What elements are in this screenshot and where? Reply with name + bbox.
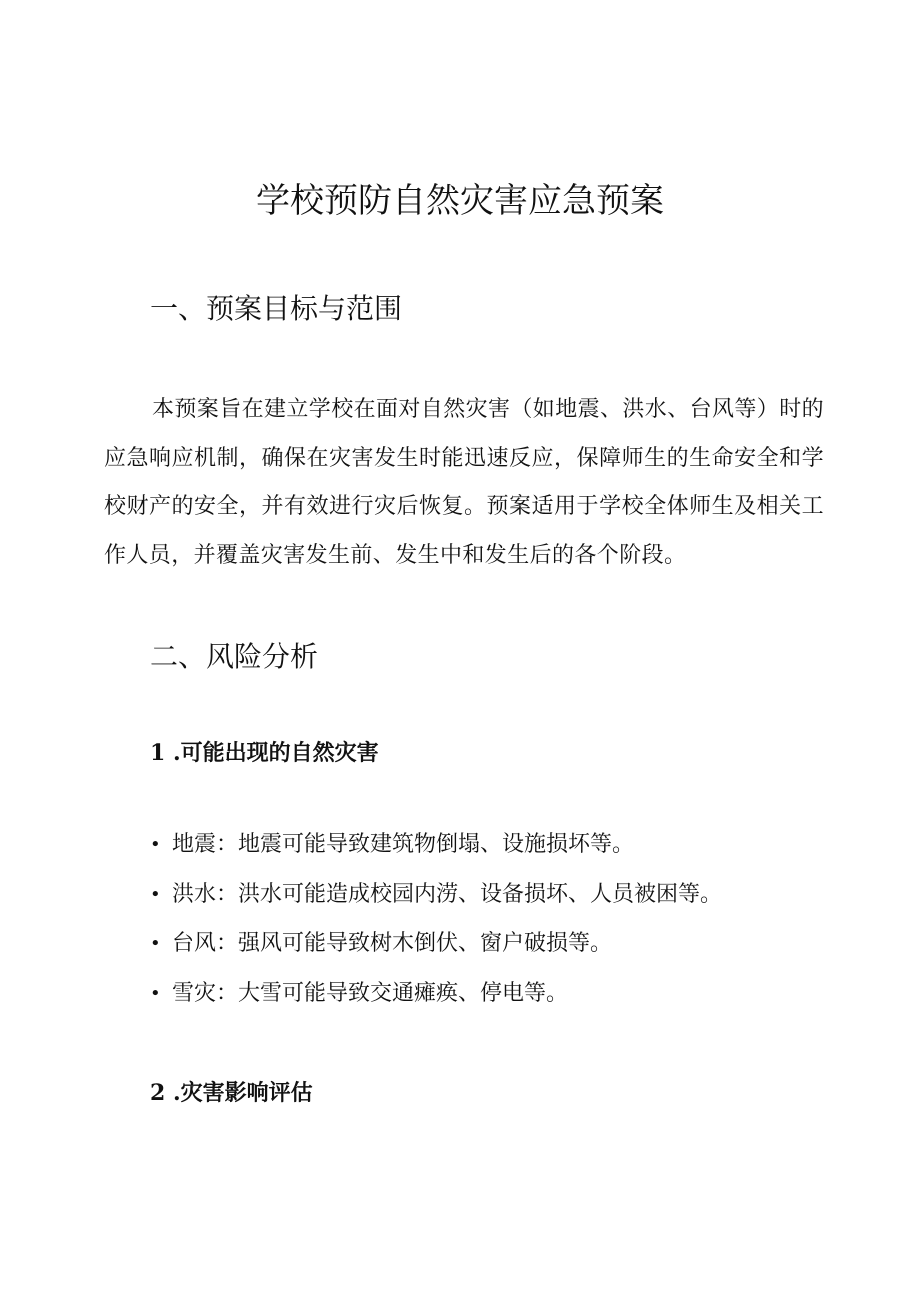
list-item xyxy=(150,830,722,880)
bullet-icon: • xyxy=(150,834,161,855)
list-item-text: 洪水：洪水可能造成校园内涝、设备损坏、人员被困等。 xyxy=(172,881,723,907)
subheading-impact-assessment: 2 .灾害影响评估 xyxy=(150,1080,313,1106)
bullet-icon: • xyxy=(150,933,161,954)
list-item xyxy=(150,880,722,930)
list-item xyxy=(150,979,722,1029)
section-heading-risk-analysis: 二、风险分析 xyxy=(150,640,319,673)
subheading-possible-disasters: 1 .可能出现的自然灾害 xyxy=(150,740,379,766)
disaster-list xyxy=(150,830,722,1028)
section1-paragraph: 本预案旨在建立学校在面对自然灾害（如地震、洪水、台风等）时的应急响应机制，确保在灾害发生时能迅速反应，保障师生的生命安全和学校财产的安全，并有效进行灾后恢复。预案适用于学校全体师生及相关工作人员，并覆盖灾害发生前、发生中和发生后的各个阶段。 xyxy=(104,397,825,568)
list-item-text: 地震：地震可能导致建筑物倒塌、设施损坏等。 xyxy=(172,832,635,857)
bullet-icon: • xyxy=(150,883,161,905)
bullet-icon: • xyxy=(150,982,161,1004)
list-item-text: 台风：强风可能导致树木倒伏、窗户破损等。 xyxy=(172,931,613,956)
section-heading-goals-scope: 一、预案目标与范围 xyxy=(150,292,403,325)
list-item xyxy=(150,929,722,979)
list-item-text: 雪灾：大雪可能导致交通瘫痪、停电等。 xyxy=(172,980,569,1006)
document-title: 学校预防自然灾害应急预案 xyxy=(256,181,664,221)
